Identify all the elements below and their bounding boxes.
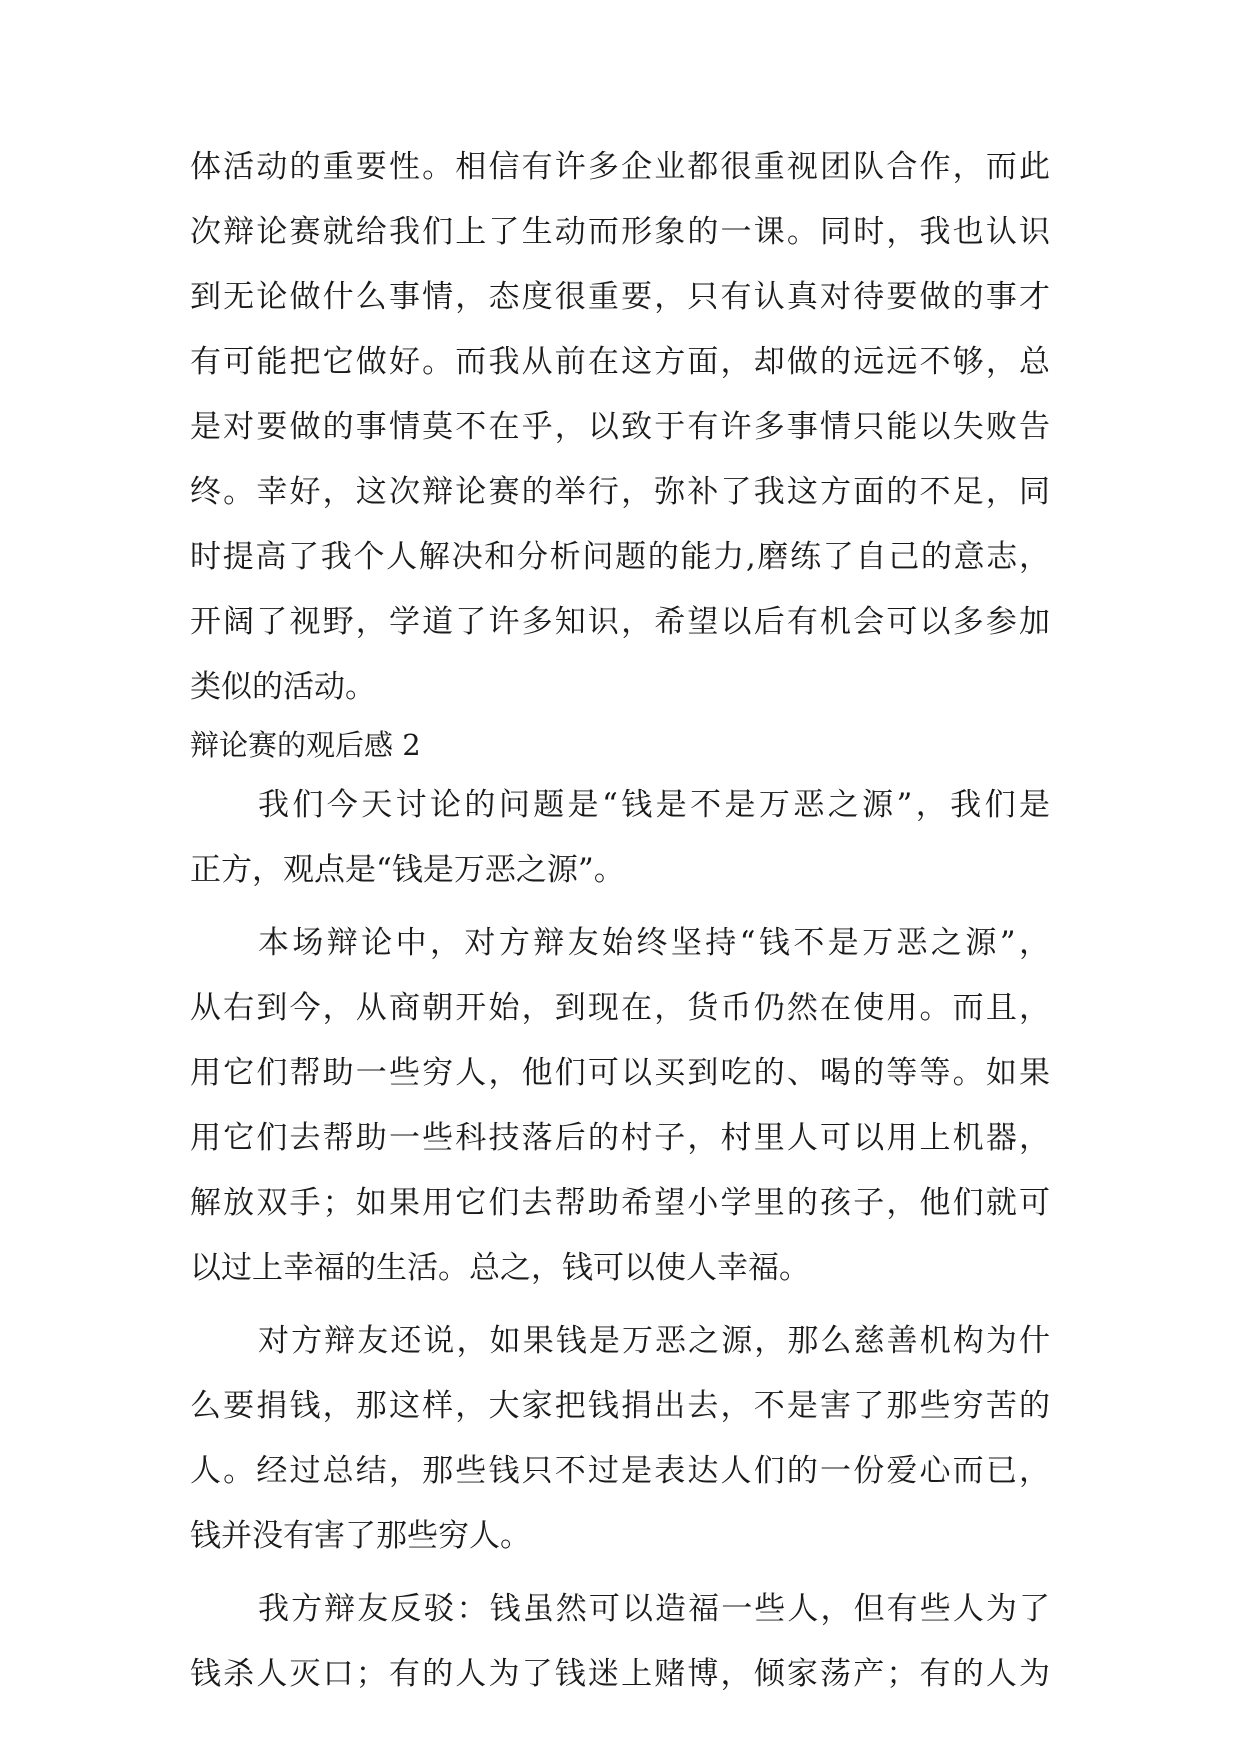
- paragraph-line: 正方，观点是“钱是万恶之源”。: [190, 852, 625, 888]
- text-line: 到无论做什么事情，态度很重要，只有认真对待要做的事才: [190, 279, 1050, 315]
- paragraph-line: 我们今天讨论的问题是“钱是不是万恶之源”，我们是: [258, 787, 1050, 823]
- text-line: 终。幸好，这次辩论赛的举行，弥补了我这方面的不足，同: [190, 474, 1050, 510]
- text-line: 是对要做的事情莫不在乎，以致于有许多事情只能以失败告: [190, 409, 1050, 445]
- text-line: 开阔了视野，学道了许多知识，希望以后有机会可以多参加: [190, 604, 1050, 640]
- paragraph-line: 用它们去帮助一些科技落后的村子，村里人可以用上机器，: [190, 1120, 1050, 1156]
- text-line: 次辩论赛就给我们上了生动而形象的一课。同时，我也认识: [190, 214, 1050, 250]
- paragraph-line: 对方辩友还说，如果钱是万恶之源，那么慈善机构为什: [258, 1323, 1050, 1359]
- text-line: 有可能把它做好。而我从前在这方面，却做的远远不够，总: [190, 344, 1050, 380]
- paragraph-line: 用它们帮助一些穷人，他们可以买到吃的、喝的等等。如果: [190, 1055, 1050, 1091]
- text-line: 类似的活动。: [190, 669, 376, 705]
- text-line: 时提高了我个人解决和分析问题的能力,磨练了自己的意志，: [190, 539, 1050, 575]
- paragraph-line: 解放双手；如果用它们去帮助希望小学里的孩子，他们就可: [190, 1185, 1050, 1221]
- paragraph-line: 我方辩友反驳：钱虽然可以造福一些人，但有些人为了: [258, 1591, 1050, 1627]
- paragraph-line: 钱并没有害了那些穷人。: [190, 1518, 531, 1554]
- paragraph-line: 么要捐钱，那这样，大家把钱捐出去，不是害了那些穷苦的: [190, 1388, 1050, 1424]
- paragraph-line: 本场辩论中，对方辩友始终坚持“钱不是万恶之源”，: [258, 925, 1050, 961]
- paragraph-line: 从右到今，从商朝开始，到现在，货币仍然在使用。而且，: [190, 990, 1050, 1026]
- paragraph-line: 以过上幸福的生活。总之，钱可以使人幸福。: [190, 1250, 810, 1286]
- text-line: 体活动的重要性。相信有许多企业都很重视团队合作，而此: [190, 149, 1050, 185]
- paragraph-line: 钱杀人灭口；有的人为了钱迷上赌博，倾家荡产；有的人为: [190, 1656, 1050, 1692]
- section-heading: 辩论赛的观后感 2: [190, 728, 421, 762]
- paragraph-line: 人。经过总结，那些钱只不过是表达人们的一份爱心而已，: [190, 1453, 1050, 1489]
